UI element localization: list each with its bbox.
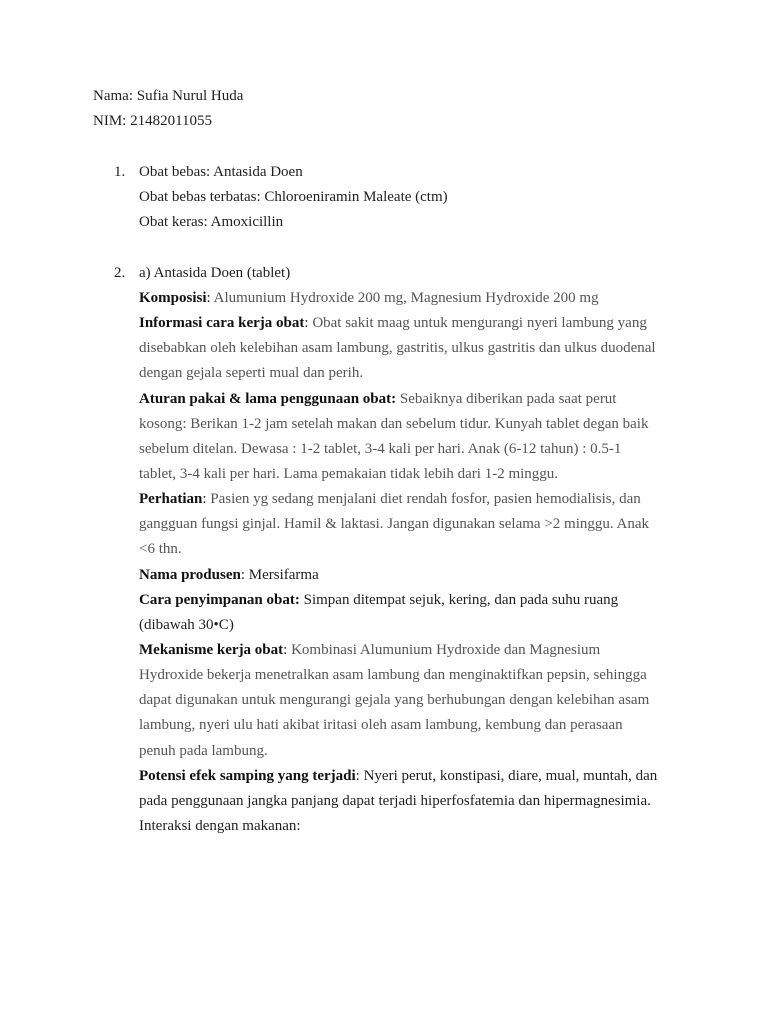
- aturan-text-2: kosong: Berikan 1-2 jam setelah makan dan sebelum tidur. Kunyah tablet degan baik: [139, 416, 649, 432]
- student-nim: NIM: 21482011055: [93, 113, 213, 129]
- produsen-text: : Mersifarma: [240, 567, 319, 583]
- perhatian-text-3: <6 thn.: [139, 541, 182, 557]
- efek-text-1: Nyeri perut, konstipasi, diare, mual, muntah, dan: [359, 768, 658, 784]
- perhatian-sep: :: [202, 491, 207, 507]
- penyimpanan-text-1: Simpan ditempat sejuk, kering, dan pada suhu ruang: [299, 592, 619, 608]
- mekanisme-text-2: Hydroxide bekerja menetralkan asam lambung dan menginaktifkan pepsin, sehingga: [139, 667, 647, 683]
- produsen-line: [139, 563, 319, 588]
- list-number-1: 1.: [114, 164, 126, 180]
- informasi-text-3: dengan gejala seperti mual dan perih.: [139, 365, 364, 381]
- komposisi-sep: :: [206, 290, 211, 306]
- obat-bebas-terbatas: Obat bebas terbatas: Chloroeniramin Maleate (ctm): [139, 189, 448, 205]
- komposisi-line: [139, 286, 599, 311]
- perhatian-text-2: gangguan fungsi ginjal. Hamil & laktasi. Jangan digunakan selama >2 minggu. Anak: [139, 516, 650, 532]
- perhatian-line-1: [139, 487, 641, 512]
- efek-line-1: [139, 764, 657, 789]
- penyimpanan-text-2: (dibawah 30•C): [139, 617, 234, 633]
- komposisi-label: Komposisi: [139, 290, 207, 306]
- mekanisme-text-3: dapat digunakan untuk mengurangi gejala yang berhubungan dengan kelebihan asam: [139, 692, 650, 708]
- mekanisme-sep: :: [283, 642, 288, 658]
- penyimpanan-line-1: [139, 588, 618, 613]
- informasi-label: Informasi cara kerja obat: [139, 315, 305, 331]
- perhatian-label: Perhatian: [139, 491, 203, 507]
- aturan-text-4: tablet, 3-4 kali per hari. Lama pemakaian tidak lebih dari 1-2 minggu.: [139, 466, 559, 482]
- perhatian-text-1: Pasien yg sedang menjalani diet rendah fosfor, pasien hemodialisis, dan: [206, 491, 641, 507]
- list-number-2: 2.: [114, 265, 126, 281]
- mekanisme-text-5: penuh pada lambung.: [139, 743, 268, 759]
- aturan-text-1: Sebaiknya diberikan pada saat perut: [396, 391, 617, 407]
- obat-bebas: Obat bebas: Antasida Doen: [139, 164, 303, 180]
- mekanisme-text-1: Kombinasi Alumunium Hydroxide dan Magnesium: [287, 642, 601, 658]
- obat-keras: Obat keras: Amoxicillin: [139, 214, 284, 230]
- item2-subtitle: a) Antasida Doen (tablet): [139, 265, 291, 281]
- mekanisme-line-1: [139, 638, 600, 663]
- efek-text-2: pada penggunaan jangka panjang dapat terjadi hiperfosfatemia dan hipermagnesimia.: [139, 793, 651, 809]
- aturan-line-1: [139, 387, 616, 412]
- aturan-label: Aturan pakai & lama penggunaan obat:: [139, 391, 397, 407]
- aturan-text-3: sebelum ditelan. Dewasa : 1-2 tablet, 3-4 kali per hari. Anak (6-12 tahun) : 0.5-1: [139, 441, 622, 457]
- mekanisme-label: Mekanisme kerja obat: [139, 642, 284, 658]
- penyimpanan-label: Cara penyimpanan obat:: [139, 592, 300, 608]
- informasi-sep: :: [304, 315, 309, 331]
- efek-label: Potensi efek samping yang terjadi: [139, 768, 356, 784]
- student-name: Nama: Sufia Nurul Huda: [93, 88, 244, 104]
- produsen-label: Nama produsen: [139, 567, 241, 583]
- informasi-text-1: Obat sakit maag untuk mengurangi nyeri lambung yang: [308, 315, 647, 331]
- komposisi-text: Alumunium Hydroxide 200 mg, Magnesium Hydroxide 200 mg: [210, 290, 599, 306]
- informasi-text-2: disebabkan oleh kelebihan asam lambung, gastritis, ulkus gastritis dan ulkus duodenal: [139, 340, 656, 356]
- mekanisme-text-4: lambung, nyeri ulu hati akibat iritasi oleh asam lambung, kembung dan perasaan: [139, 717, 623, 733]
- informasi-line-1: [139, 311, 647, 336]
- efek-sep: :: [355, 768, 360, 784]
- interaksi-heading: Interaksi dengan makanan:: [139, 818, 301, 834]
